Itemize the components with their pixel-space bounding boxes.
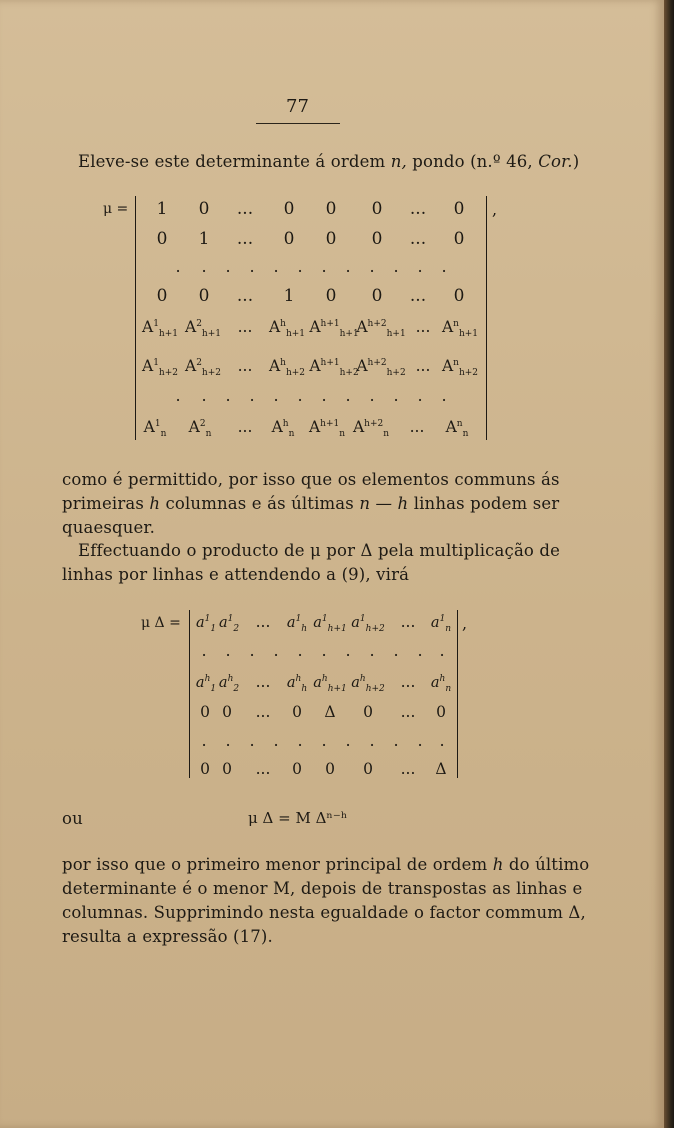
matrix2-comma: ,	[462, 614, 468, 633]
mu-delta-label: μ Δ =	[141, 615, 181, 631]
para1-line3: quaesquer.	[62, 518, 156, 537]
ou-label: ou	[62, 809, 83, 828]
para3-line1: por isso que o primeiro menor principal de ordem h do último	[62, 855, 590, 874]
para1-line1: como é permittido, por isso que os elementos communs ás	[62, 470, 560, 489]
mu-label: μ =	[103, 201, 129, 217]
para2-line1: Effectuando o producto de μ por Δ pela multiplicação de	[78, 541, 561, 560]
left-bar	[135, 196, 136, 440]
para2-line2: linhas por linhas e attendendo a (9), virá	[62, 565, 410, 584]
formula: μ Δ = M Δⁿ⁻ʰ	[248, 809, 348, 827]
right-bar	[457, 610, 458, 778]
para1-line2: primeiras h columnas e ás últimas n — h linhas podem ser	[62, 494, 560, 513]
para3-line2: determinante é o menor M, depois de transpostas as linhas e	[62, 879, 583, 898]
page-edge	[664, 0, 674, 1128]
matrix1-comma: ,	[492, 200, 498, 219]
right-bar	[486, 196, 487, 440]
intro-line: Eleve-se este determinante á ordem n, pondo (n.º 46, Cor.)	[78, 152, 580, 171]
header-rule	[256, 123, 340, 124]
page-number: 77	[286, 96, 309, 117]
para3-line4: resulta a expressão (17).	[62, 927, 273, 946]
para3-line3: columnas. Supprimindo nesta egualdade o factor commum Δ,	[62, 903, 586, 922]
left-bar	[189, 610, 190, 778]
